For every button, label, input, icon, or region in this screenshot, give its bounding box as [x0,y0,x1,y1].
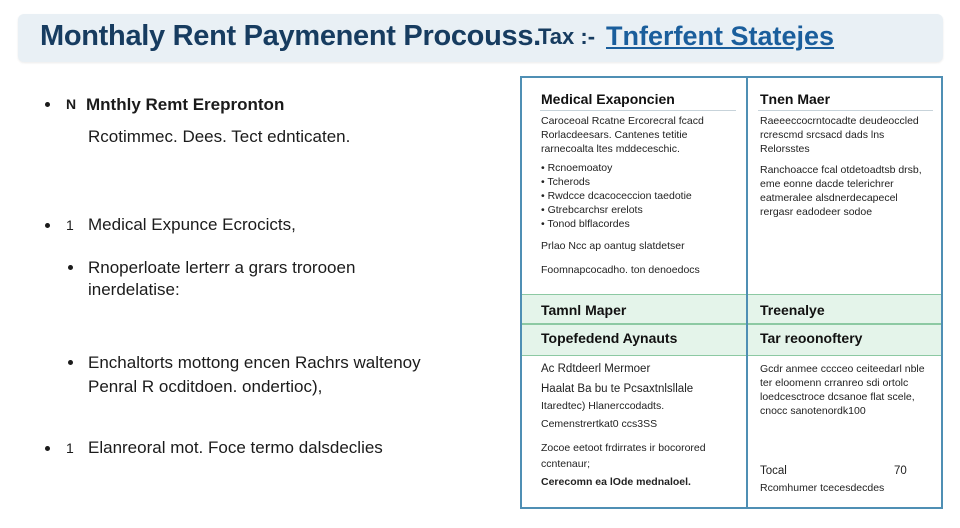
text-line: ccntenaur; [541,458,591,470]
text-line: Itaredtec) Hlanerccodadts. [541,400,665,412]
list-item: • Tonod blflacordes [541,218,630,230]
list-item-text: Tcherods [547,176,591,188]
bullet-dot [45,102,50,107]
column-divider [746,78,748,507]
text-line: Haalat Ba bu te Pcsaxtnlsllale [541,383,694,395]
band1-left: Tamnl Maper [541,302,627,318]
list-item: Enchaltorts mottong encen Rachrs waltenoy [88,353,421,372]
list-item-sub: Penral R ocditdoen. ondertioc), [88,377,323,396]
list-item-text: Rcnoemoatoy [547,162,613,174]
tax-label: Tax :- [538,24,596,49]
list-item: • Rwdcce dcacoceccion taedotie [541,190,692,202]
item-marker: 1 [66,440,74,456]
text-line: Caroceoal Rcatne Ercorecral fcacd [541,115,704,127]
list-item: Mnthly Remt Erepronton [86,95,285,114]
text-line: Foomnapcocadho. ton denoedocs [541,264,700,276]
text-line: rergasr eadodeer sodoe [760,206,873,218]
text-line: Prlao Ncc ap oantug slatdetser [541,240,685,252]
list-item-text: Tonod blflacordes [547,218,630,230]
bullet-dot [68,360,73,365]
list-item: Medical Expunce Ecrocicts, [88,215,296,234]
list-item: • Rcnoemoatoy [541,162,613,174]
divider [758,110,933,111]
text-line: Raeeeccocrntocadte deudeoccled [760,115,919,127]
text-line: rcrescmd srcsacd dads lns [760,129,885,141]
medical-heading: Medical Exaponcien [541,91,675,107]
list-item-sub: inerdelatise: [88,280,180,299]
band2-right: Tar reoonoftery [760,330,863,346]
total-value: 70 [894,465,907,477]
text-line: cnocc sanotenordk100 [760,405,866,417]
bullet-dot [68,265,73,270]
text-line: eatmeralee alsdnerdecapecel [760,192,898,204]
right-heading: Tnen Maer [760,91,831,107]
text-line: Rorlacdeesars. Cantenes tetitie [541,129,688,141]
text-line-bold: Cerecomn ea lOde mednaloel. [541,476,691,488]
text-line: Gcdr anmee cccceo ceiteedarl nble [760,363,925,375]
text-line: Relorsstes [760,143,810,155]
list-item-text: Gtrebcarchsr erelots [547,204,643,216]
list-item-text: Rwdcce dcacoceccion taedotie [547,190,692,202]
text-line: Ranchoacce fcal otdetoadtsb drsb, [760,164,922,176]
bullet-dot [45,223,50,228]
header-bar [18,14,943,62]
text-line: Cemenstrertkat0 ccs3SS [541,418,658,430]
list-item: • Tcherods [541,176,591,188]
total-label: Tocal [760,465,787,477]
item-marker: 1 [66,217,74,233]
text-line: eme eonne dacde telerichrer [760,178,894,190]
list-item-sub: Rcotimmec. Dees. Tect ednticaten. [88,127,351,146]
divider [540,110,736,111]
text-line: loedcesctroce dcsanoe flat scele, [760,391,915,403]
band1-right: Treenalye [760,302,825,318]
bullet-dot [45,446,50,451]
text-line: Zocoe eetoot frdirrates ir bocorored [541,442,706,454]
list-item: Elanreoral mot. Foce termo dalsdeclies [88,438,383,457]
text-line: ter eloomenn crranreo sdi ortolc [760,377,909,389]
text-line: rarnecoalta ltes mddeceschic. [541,143,680,155]
statements-link[interactable]: Tnferfent Statejes [606,21,835,51]
page-title: Monthaly Rent Paymenent Procouss. [40,20,541,52]
text-line: Ac Rdtdeerl Mermoer [541,363,651,375]
summary-panel [520,76,943,509]
list-item: • Gtrebcarchsr erelots [541,204,643,216]
list-item: Rnoperloate lerterr a grars trorooen [88,258,356,277]
item-marker: N [66,96,77,112]
band2-left: Topefedend Aynauts [541,330,678,346]
text-line: Rcomhumer tcecesdecdes [760,482,885,494]
